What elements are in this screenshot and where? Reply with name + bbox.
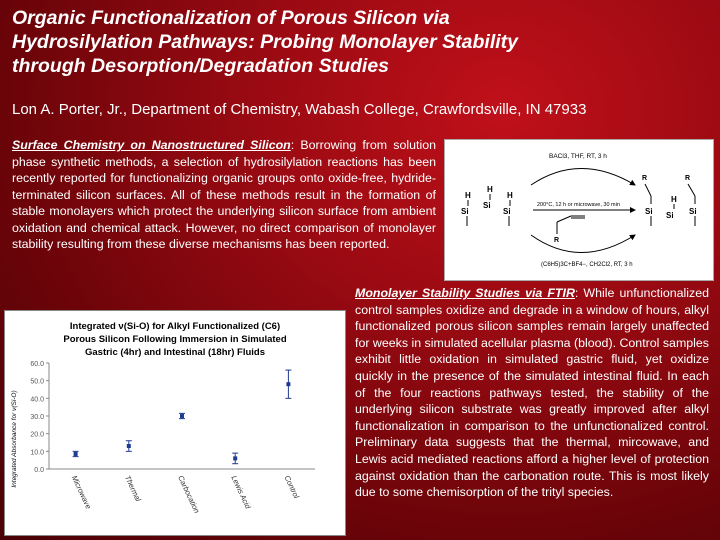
ftir-heading: Monolayer Stability Studies via FTIR bbox=[355, 286, 575, 300]
reaction-scheme-svg bbox=[445, 140, 713, 280]
reaction-scheme bbox=[444, 139, 714, 281]
chart-title-line-3: Gastric (4hr) and Intestinal (18hr) Fluids bbox=[84, 347, 266, 358]
svg-text:R: R bbox=[554, 237, 560, 244]
data-point bbox=[127, 444, 131, 448]
stability-chart bbox=[4, 310, 346, 536]
svg-text:Si: Si bbox=[645, 207, 653, 216]
svg-text:Si: Si bbox=[666, 211, 674, 220]
ftir-text: : While unfunctionalized control samples oxidize and degrade in a window of hours, alkyl functionalized porous silicon samples remain largely unaffected for weeks in simulated acellular plasma (blood). Control samples exhibit little oxidation in simulated gastric fluid, yet oxidize quickly in the presence of the simulated intestinal fluid. In each of the four reactions pathways tested, the stability of the underlying silicon substrate was greatly improved after alkyl functionalization in comparison to the unfunctionalized control. Preliminary data suggests that the thermal, mircowave, and Lewis acid mediated reactions afford a higher level of protection against oxidation than the carbonation route. This is most likely due to some chemisorption of the trityl species. bbox=[355, 286, 709, 500]
y-tick-label: 0.0 bbox=[34, 467, 44, 474]
surface-chemistry-paragraph bbox=[12, 137, 436, 253]
alkyl-silicon-product bbox=[642, 175, 697, 226]
data-point bbox=[74, 452, 78, 456]
data-point bbox=[233, 456, 237, 460]
data-point bbox=[180, 414, 184, 418]
x-tick-label: Lewis Acid bbox=[229, 474, 253, 511]
svg-text:Si: Si bbox=[483, 201, 491, 210]
svg-text:H: H bbox=[671, 195, 677, 204]
x-tick-label: Microwave bbox=[69, 474, 94, 511]
author-line: Lon A. Porter, Jr., Department of Chemistry, Wabash College, Crawfordsville, IN 47933 bbox=[12, 101, 587, 118]
svg-text:R: R bbox=[642, 175, 648, 182]
bottom-reagent: (C6H5)3C+BF4−, CH2Cl2, RT, 3 h bbox=[541, 262, 633, 268]
data-point bbox=[286, 382, 290, 386]
surface-chemistry-text: : Borrowing from solution phase synthetic methods, a selection of hydrosilylation reactions has been recently reported for functionalizing organic groups onto oxide-free, hydride-terminated silicon surfaces. All of these methods result in the formation of stable monolayers which protect the underlying silicon surface from ambient oxidation and chemical attack. However, no direct comparison of monolayer stability resulting from these diverse mechanisms has been reported. bbox=[12, 138, 436, 251]
stability-chart-svg bbox=[5, 311, 345, 535]
y-tick-label: 40.0 bbox=[30, 396, 44, 404]
title-line-3: through Desorption/Degradation Studies bbox=[12, 55, 390, 77]
x-tick-label: Thermal bbox=[122, 474, 143, 503]
top-reagent: BACl3, THF, RT, 3 h bbox=[549, 153, 607, 160]
y-axis-label: Integrated Absorbance for ν(Si-O) bbox=[11, 390, 18, 488]
svg-text:H: H bbox=[507, 191, 513, 200]
x-tick-label: Control bbox=[282, 474, 301, 500]
svg-text:Si: Si bbox=[461, 207, 469, 216]
svg-text:H: H bbox=[465, 191, 471, 200]
svg-text:H: H bbox=[487, 185, 493, 194]
y-tick-label: 10.0 bbox=[30, 449, 44, 457]
ftir-paragraph bbox=[355, 285, 709, 501]
x-tick-label: Carbocation bbox=[176, 474, 202, 515]
surface-chemistry-heading: Surface Chemistry on Nanostructured Silicon bbox=[12, 138, 291, 152]
top-arc-arrow bbox=[531, 169, 635, 186]
hydride-silicon-substrate bbox=[461, 185, 513, 226]
alkene-reagent bbox=[554, 216, 585, 244]
bottom-arc-arrow bbox=[531, 235, 635, 253]
title-line-2: Hydrosilylation Pathways: Probing Monolayer Stability bbox=[12, 31, 519, 53]
middle-reagent: 200°C, 12 h or microwave, 30 min bbox=[537, 202, 620, 208]
y-tick-label: 20.0 bbox=[30, 431, 44, 439]
chart-title-line-1: Integrated ν(Si-O) for Alkyl Functionalized (C6) bbox=[69, 321, 281, 332]
svg-text:Si: Si bbox=[503, 207, 511, 216]
title-line-1: Organic Functionalization of Porous Silicon via bbox=[12, 7, 450, 29]
y-tick-label: 60.0 bbox=[30, 361, 44, 368]
chart-title-line-2: Porous Silicon Following Immersion in Simulated bbox=[63, 334, 287, 345]
y-tick-label: 30.0 bbox=[30, 414, 44, 421]
y-tick-label: 50.0 bbox=[30, 378, 44, 386]
svg-text:R: R bbox=[685, 175, 691, 182]
poster-title bbox=[12, 6, 712, 78]
svg-text:Si: Si bbox=[689, 207, 697, 216]
